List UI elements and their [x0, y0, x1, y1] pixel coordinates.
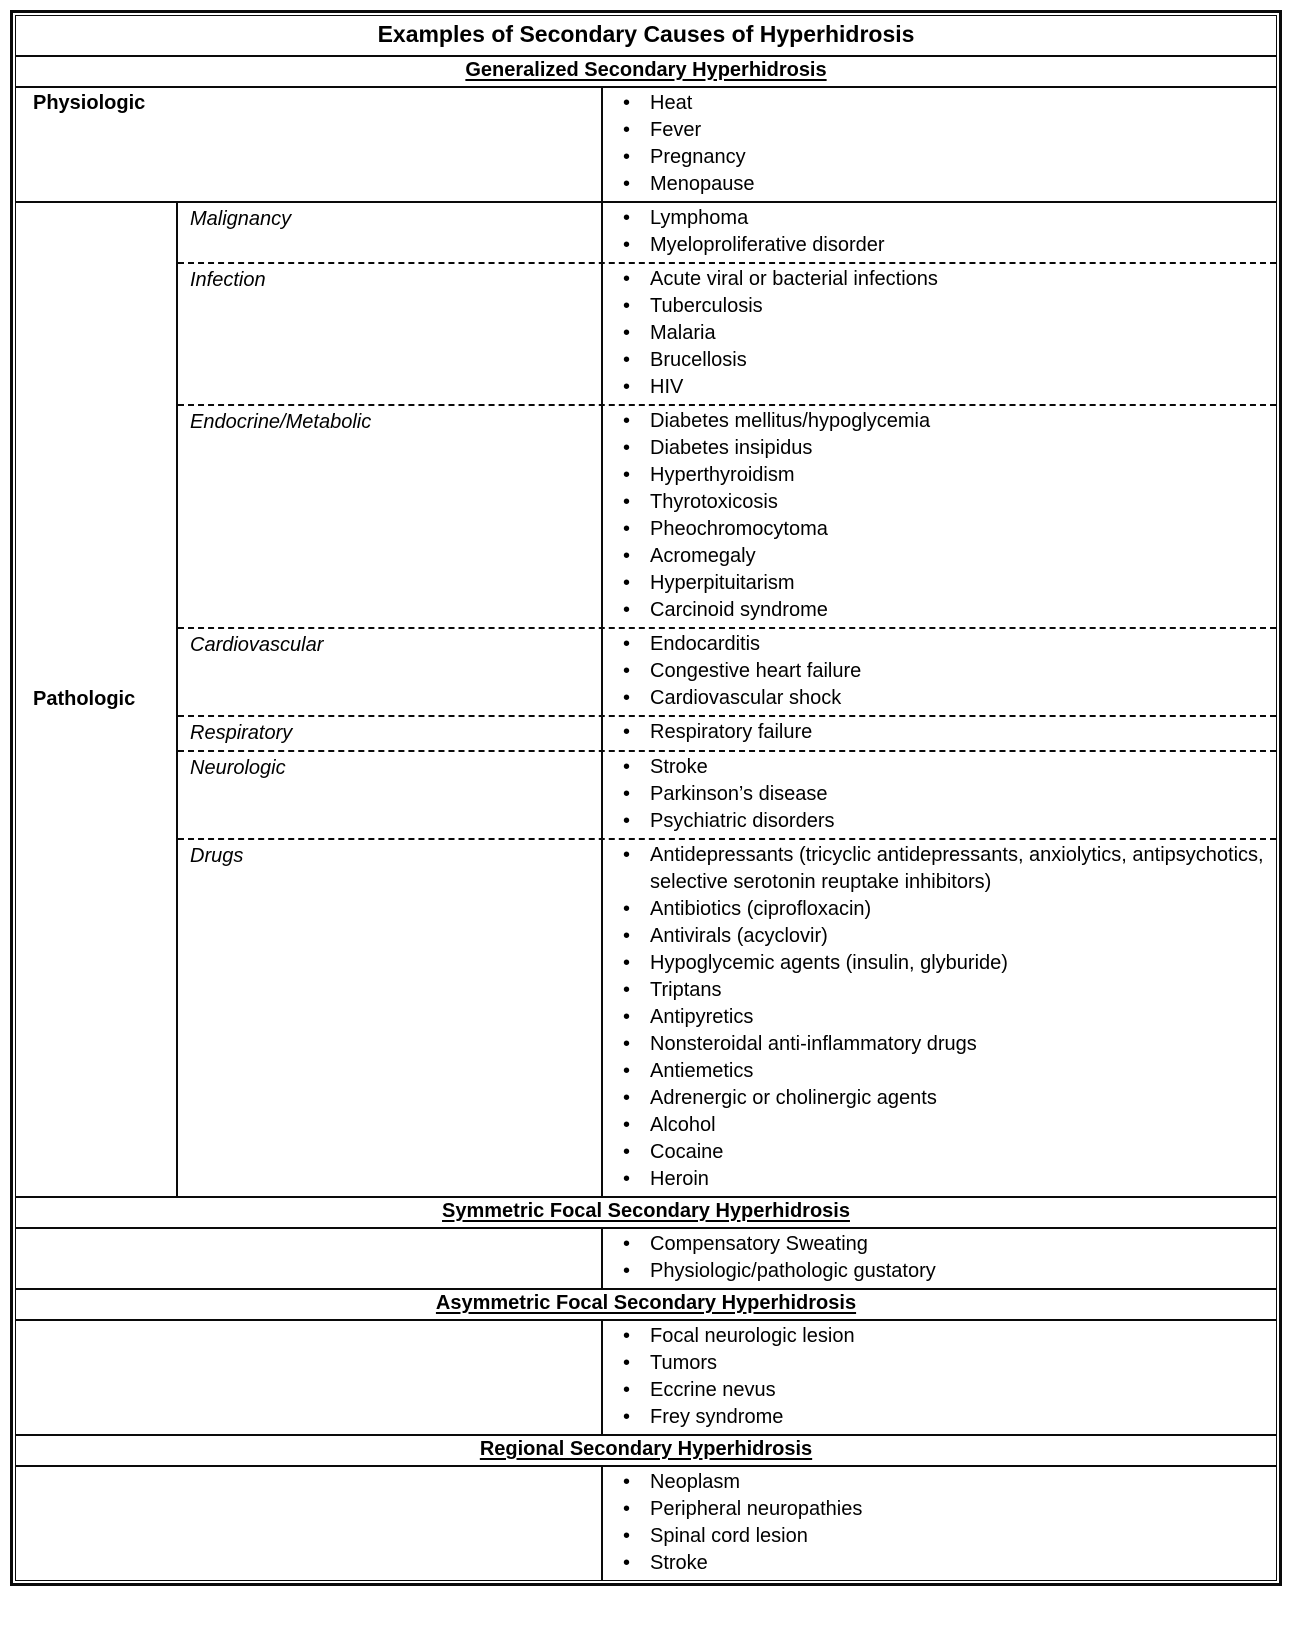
- subcategory-row: [178, 627, 1276, 715]
- bullet-icon: •: [623, 925, 631, 947]
- items-cell: [603, 717, 1276, 750]
- subcategory-cell: Neurologic: [178, 752, 603, 838]
- bullet-icon: •: [623, 1498, 631, 1520]
- list-item: [623, 205, 1266, 232]
- subcategory-rows: [178, 203, 1276, 1196]
- hyperhidrosis-causes-table: [15, 15, 1277, 1581]
- list-item: [623, 597, 1266, 624]
- item-text: Stroke: [650, 1552, 708, 1574]
- category-label: Pathologic: [33, 688, 136, 710]
- bullet-icon: •: [623, 518, 631, 540]
- item-text: Antivirals (acyclovir): [650, 925, 828, 947]
- list-item: [623, 685, 1266, 712]
- table-row: [16, 1319, 1276, 1434]
- section-header: [16, 1434, 1276, 1465]
- table-row: [16, 1227, 1276, 1288]
- list-item: [623, 144, 1266, 171]
- list-item: [623, 1231, 1266, 1258]
- list-item: [623, 462, 1266, 489]
- list-item: [623, 1004, 1266, 1031]
- item-text: Peripheral neuropathies: [650, 1498, 863, 1520]
- bullet-icon: •: [623, 1114, 631, 1136]
- bullet-icon: •: [623, 756, 631, 778]
- bullet-icon: •: [623, 599, 631, 621]
- bullet-icon: •: [623, 721, 631, 743]
- item-text: Compensatory Sweating: [650, 1233, 868, 1255]
- item-text: Pheochromocytoma: [650, 518, 828, 540]
- bullet-icon: •: [623, 1406, 631, 1428]
- bullet-icon: •: [623, 687, 631, 709]
- section-header: [16, 1196, 1276, 1227]
- subcategory-row: [178, 262, 1276, 404]
- list-item: [623, 1112, 1266, 1139]
- items-cell: [603, 1229, 1276, 1288]
- bullet-icon: •: [623, 207, 631, 229]
- section-header-text: Asymmetric Focal Secondary Hyperhidrosis: [435, 1292, 857, 1314]
- item-text: Heroin: [650, 1168, 709, 1190]
- item-text: Diabetes mellitus/hypoglycemia: [650, 410, 931, 432]
- table-row: [16, 201, 1276, 1196]
- bullet-icon: •: [623, 410, 631, 432]
- list-item: [623, 754, 1266, 781]
- item-text: Hyperpituitarism: [650, 572, 795, 594]
- items-cell: [603, 203, 1276, 262]
- subcategory-row: [178, 404, 1276, 627]
- item-text: Menopause: [650, 173, 755, 195]
- list-item: [623, 171, 1266, 198]
- item-text: Acute viral or bacterial infections: [650, 268, 938, 290]
- item-text: Eccrine nevus: [650, 1379, 776, 1401]
- list-item: [623, 1258, 1266, 1285]
- table-title-text: Examples of Secondary Causes of Hyperhidrosis: [377, 21, 915, 47]
- item-text: Malaria: [650, 322, 716, 344]
- item-text: Physiologic/pathologic gustatory: [650, 1260, 936, 1282]
- bullet-icon: •: [623, 783, 631, 805]
- list-item: [623, 543, 1266, 570]
- item-text: Neoplasm: [650, 1471, 741, 1493]
- list-item: [623, 374, 1266, 401]
- category-cell: [16, 1467, 603, 1580]
- bullet-icon: •: [623, 464, 631, 486]
- bullet-icon: •: [623, 349, 631, 371]
- list-item: [623, 117, 1266, 144]
- item-text: Tumors: [650, 1352, 718, 1374]
- list-item: [623, 1523, 1266, 1550]
- bullet-icon: •: [623, 1352, 631, 1374]
- bullet-icon: •: [623, 268, 631, 290]
- bullet-icon: •: [623, 1260, 631, 1282]
- list-item: [623, 923, 1266, 950]
- list-item: [623, 1058, 1266, 1085]
- bullet-icon: •: [623, 1552, 631, 1574]
- bullet-icon: •: [623, 660, 631, 682]
- section-header-text: Symmetric Focal Secondary Hyperhidrosis: [442, 1200, 850, 1222]
- list-item: [623, 1404, 1266, 1431]
- subcategory-row: [178, 203, 1276, 262]
- list-item: [623, 631, 1266, 658]
- item-text: Nonsteroidal anti-inflammatory drugs: [650, 1033, 977, 1055]
- section-header-text: Regional Secondary Hyperhidrosis: [479, 1438, 813, 1460]
- subcategory-cell: Respiratory: [178, 717, 603, 750]
- item-text: Cocaine: [650, 1141, 724, 1163]
- items-cell: [603, 840, 1276, 1196]
- list-item: [623, 896, 1266, 923]
- item-text: Psychiatric disorders: [650, 810, 835, 832]
- list-item: [623, 266, 1266, 293]
- bullet-icon: •: [623, 322, 631, 344]
- items-cell: [603, 1321, 1276, 1434]
- item-text: Adrenergic or cholinergic agents: [650, 1087, 937, 1109]
- bullet-icon: •: [623, 92, 631, 114]
- bullet-icon: •: [623, 1006, 631, 1028]
- table-outer-border: [10, 10, 1282, 1586]
- list-item: [623, 719, 1266, 746]
- bullet-icon: •: [623, 1033, 631, 1055]
- item-text: Fever: [650, 119, 702, 141]
- list-item: [623, 1496, 1266, 1523]
- list-item: [623, 950, 1266, 977]
- items-cell: [603, 629, 1276, 715]
- bullet-icon: •: [623, 1233, 631, 1255]
- list-item: [623, 435, 1266, 462]
- bullet-icon: •: [623, 844, 631, 866]
- list-item: [623, 808, 1266, 835]
- item-text: Acromegaly: [650, 545, 756, 567]
- list-item: [623, 1350, 1266, 1377]
- category-label: Physiologic: [33, 92, 146, 114]
- bullet-icon: •: [623, 1141, 631, 1163]
- bullet-icon: •: [623, 898, 631, 920]
- items-cell: [603, 1467, 1276, 1580]
- item-text: Stroke: [650, 756, 708, 778]
- list-item: [623, 489, 1266, 516]
- table-row: [16, 1465, 1276, 1580]
- bullet-icon: •: [623, 810, 631, 832]
- subcategory-cell: Drugs: [178, 840, 603, 1196]
- bullet-icon: •: [623, 119, 631, 141]
- list-item: [623, 1031, 1266, 1058]
- item-text: Triptans: [650, 979, 722, 1001]
- item-text: Tuberculosis: [650, 295, 763, 317]
- item-text: Hypoglycemic agents (insulin, glyburide): [650, 952, 1008, 974]
- items-cell: [603, 406, 1276, 627]
- table-row: [16, 86, 1276, 201]
- category-cell: [16, 1321, 603, 1434]
- bullet-icon: •: [623, 979, 631, 1001]
- bullet-icon: •: [623, 234, 631, 256]
- item-text: Myeloproliferative disorder: [650, 234, 885, 256]
- item-text: Respiratory failure: [650, 721, 813, 743]
- list-item: [623, 977, 1266, 1004]
- bullet-icon: •: [623, 1060, 631, 1082]
- list-item: [623, 842, 1266, 896]
- item-text: HIV: [650, 376, 684, 398]
- list-item: [623, 1377, 1266, 1404]
- list-item: [623, 1166, 1266, 1193]
- items-cell: [603, 752, 1276, 838]
- list-item: [623, 1085, 1266, 1112]
- bullet-icon: •: [623, 295, 631, 317]
- bullet-icon: •: [623, 952, 631, 974]
- items-cell: [603, 264, 1276, 404]
- bullet-icon: •: [623, 1087, 631, 1109]
- bullet-icon: •: [623, 572, 631, 594]
- list-item: [623, 232, 1266, 259]
- items-cell: [603, 88, 1276, 201]
- category-cell: [16, 1229, 603, 1288]
- bullet-icon: •: [623, 491, 631, 513]
- list-item: [623, 658, 1266, 685]
- bullet-icon: •: [623, 173, 631, 195]
- list-item: [623, 516, 1266, 543]
- item-text: Antibiotics (ciprofloxacin): [650, 898, 872, 920]
- category-cell: [16, 88, 603, 201]
- item-text: Spinal cord lesion: [650, 1525, 808, 1547]
- item-text: Endocarditis: [650, 633, 761, 655]
- section-header: [16, 1288, 1276, 1319]
- subcategory-row: [178, 715, 1276, 750]
- bullet-icon: •: [623, 1525, 631, 1547]
- item-text: Thyrotoxicosis: [650, 491, 778, 513]
- item-text: Antiemetics: [650, 1060, 754, 1082]
- bullet-icon: •: [623, 376, 631, 398]
- item-text: Parkinson’s disease: [650, 783, 828, 805]
- subcategory-cell: Infection: [178, 264, 603, 404]
- bullet-icon: •: [623, 1471, 631, 1493]
- list-item: [623, 320, 1266, 347]
- list-item: [623, 347, 1266, 374]
- item-text: Pregnancy: [650, 146, 746, 168]
- item-text: Carcinoid syndrome: [650, 599, 828, 621]
- list-item: [623, 781, 1266, 808]
- item-text: Diabetes insipidus: [650, 437, 813, 459]
- list-item: [623, 1323, 1266, 1350]
- list-item: [623, 1139, 1266, 1166]
- item-text: Frey syndrome: [650, 1406, 784, 1428]
- category-cell: [16, 203, 178, 1196]
- subcategory-cell: Malignancy: [178, 203, 603, 262]
- item-text: Antipyretics: [650, 1006, 754, 1028]
- bullet-icon: •: [623, 545, 631, 567]
- item-text: Focal neurologic lesion: [650, 1325, 855, 1347]
- table-title: [16, 16, 1276, 55]
- bullet-icon: •: [623, 1379, 631, 1401]
- subcategory-row: [178, 750, 1276, 838]
- list-item: [623, 293, 1266, 320]
- bullet-icon: •: [623, 1325, 631, 1347]
- section-header-text: Generalized Secondary Hyperhidrosis: [465, 59, 827, 81]
- item-text: Hyperthyroidism: [650, 464, 795, 486]
- list-item: [623, 1550, 1266, 1577]
- item-text: Cardiovascular shock: [650, 687, 842, 709]
- subcategory-cell: Cardiovascular: [178, 629, 603, 715]
- subcategory-row: [178, 838, 1276, 1196]
- list-item: [623, 408, 1266, 435]
- item-text: Antidepressants (tricyclic antidepressants, anxiolytics, antipsychotics, selective serotonin reuptake inhibitors): [650, 844, 1264, 893]
- bullet-icon: •: [623, 633, 631, 655]
- bullet-icon: •: [623, 146, 631, 168]
- subcategory-cell: Endocrine/Metabolic: [178, 406, 603, 627]
- section-header: [16, 55, 1276, 86]
- item-text: Congestive heart failure: [650, 660, 862, 682]
- item-text: Heat: [650, 92, 693, 114]
- list-item: [623, 90, 1266, 117]
- bullet-icon: •: [623, 437, 631, 459]
- item-text: Lymphoma: [650, 207, 749, 229]
- bullet-icon: •: [623, 1168, 631, 1190]
- list-item: [623, 570, 1266, 597]
- item-text: Alcohol: [650, 1114, 716, 1136]
- item-text: Brucellosis: [650, 349, 747, 371]
- list-item: [623, 1469, 1266, 1496]
